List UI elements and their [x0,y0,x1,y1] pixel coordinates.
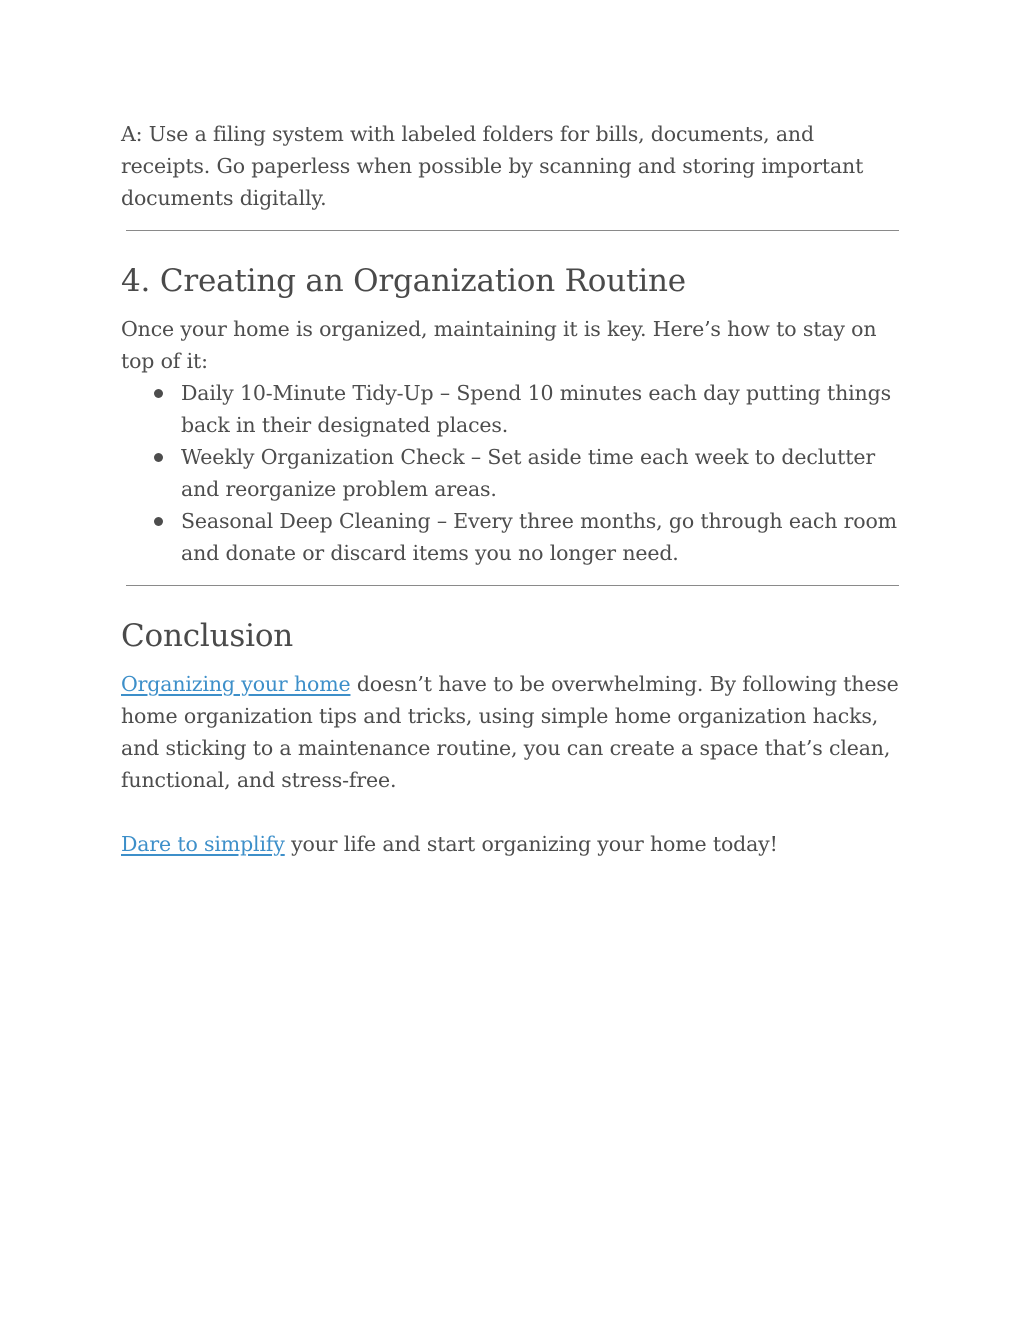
list-item-text: Seasonal Deep Cleaning – Every three months, go through each room and donate or discard items you no longer need. [181,509,897,565]
bullet-icon [154,517,163,526]
intro-paragraph: A: Use a filing system with labeled folders for bills, documents, and receipts. Go paperless when possible by scanning and storing important documents digitally. [121,122,864,210]
conclusion-paragraph [121,668,901,796]
conclusion-paragraph-text: doesn’t have to be overwhelming. By following these home organization tips and tricks, using simple home organization hacks, and sticking to a maintenance routine, you can create a space that’s clean, functional, and stress-free. [121,672,899,792]
bullet-icon [154,389,163,398]
section-divider [126,585,899,586]
list-item-text: Daily 10-Minute Tidy-Up – Spend 10 minutes each day putting things back in their designated places. [181,381,891,437]
list-item [121,505,901,569]
conclusion-heading: Conclusion [121,618,294,654]
closing-paragraph-text: your life and start organizing your home today! [284,832,778,856]
section-divider [126,230,899,231]
list-item [121,377,901,441]
routine-heading: 4. Creating an Organization Routine [121,263,686,299]
routine-list [121,377,901,569]
paragraph-spacer [121,796,901,828]
organizing-your-home-link[interactable]: Organizing your home [121,672,351,696]
document-page [121,118,901,860]
closing-paragraph [121,828,901,860]
dare-to-simplify-link[interactable]: Dare to simplify [121,832,285,856]
bullet-icon [154,453,163,462]
routine-intro: Once your home is organized, maintaining it is key. Here’s how to stay on top of it: [121,317,877,373]
list-item-text: Weekly Organization Check – Set aside time each week to declutter and reorganize problem areas. [181,445,875,501]
list-item [121,441,901,505]
